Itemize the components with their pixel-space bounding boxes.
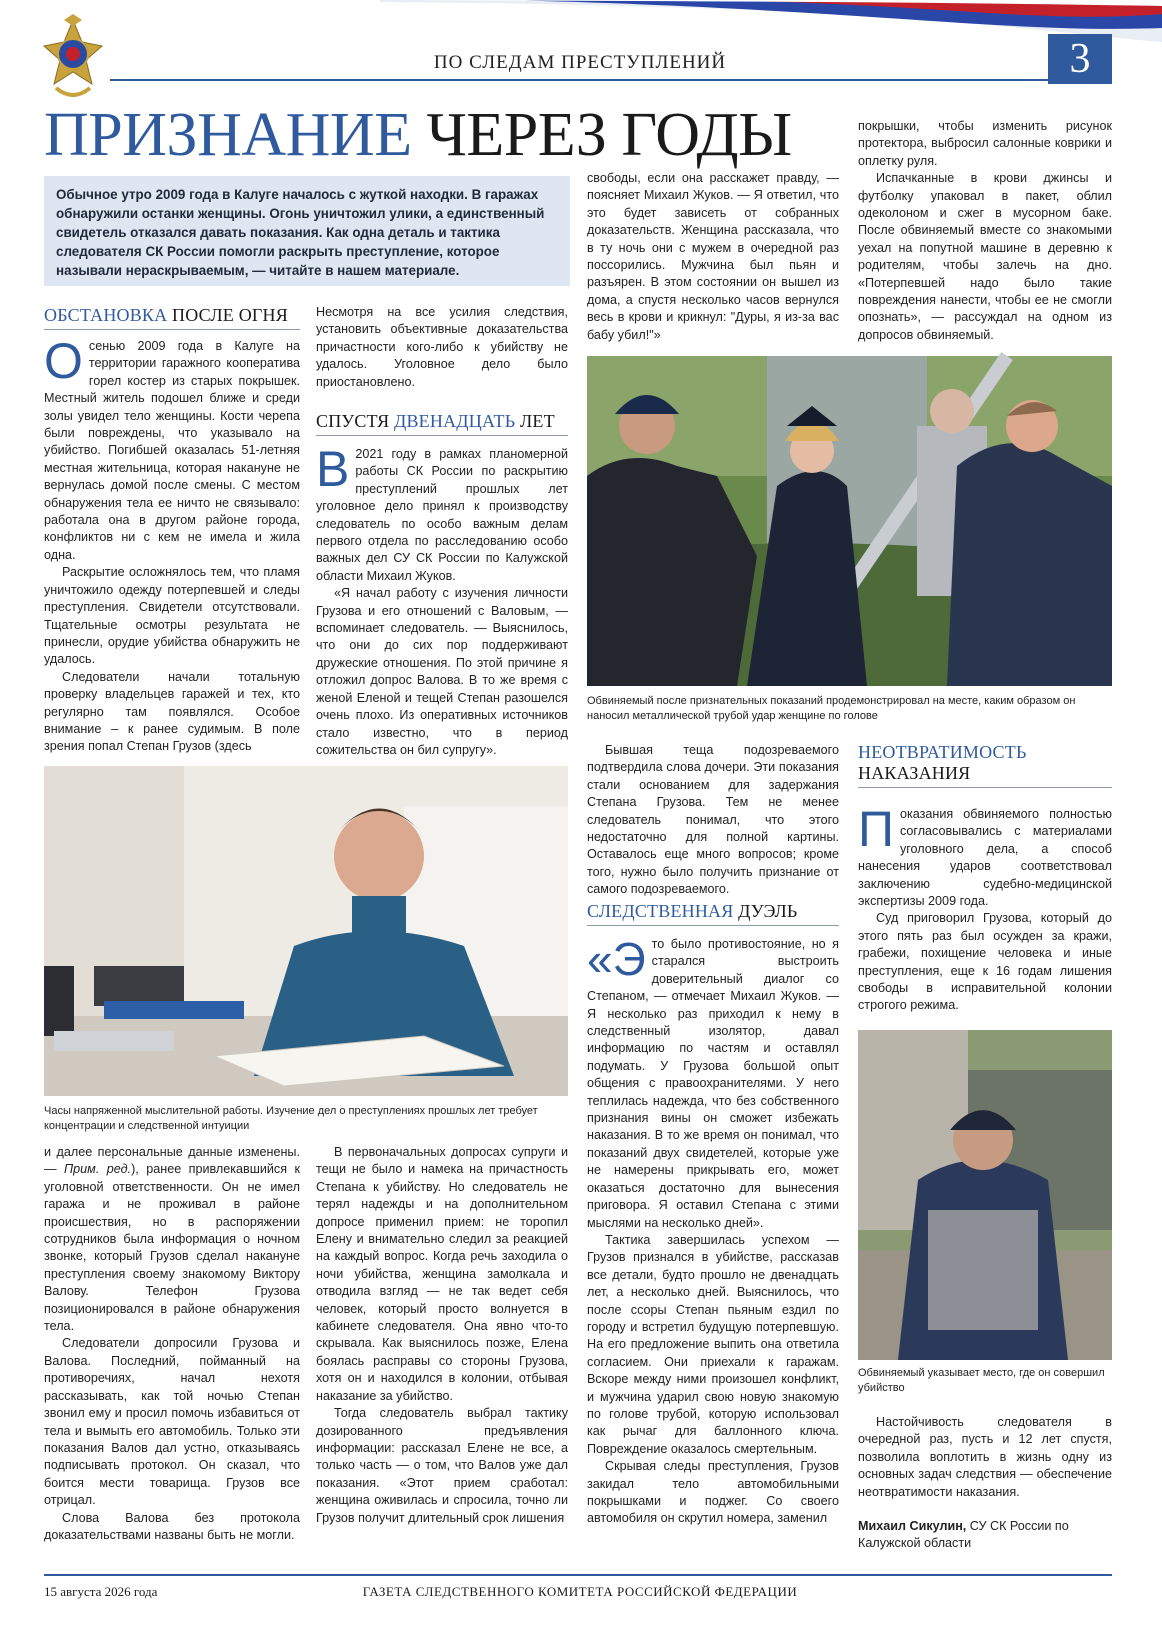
paragraph: Суд приговорил Грузова, который до этого пять раз был осужден за кражи, грабежи, похищение человека и иные преступления, еще к 16 годам лишения свободы в исправительной колонии строгого режима.: [858, 911, 1112, 1013]
paragraph: покрышки, чтобы изменить рисунок протектора, выбросил салонные коврики и оплетку руля.: [858, 119, 1112, 168]
author-org: СУ СК России по Калужской области: [858, 1519, 1069, 1551]
photo-investigator-at-desk: [44, 766, 568, 1096]
paragraph: Тактика завершилась успехом — Грузов признался в убийстве, рассказав все детали, будто прошло не двенадцать лет, а несколько дней. Выяснилось, что после ссоры Степан пьяным ездил по городу и встретил будущую потерпевшую. На его предложение выпить она ответила согласием. Они приехали к гаражам. Вскоре между ними произошел конфликт, и мужчина ударил свою новую знакомую по голове трубой, которую использовал как рычаг для баллонного ключа. Повреждение оказалось смертельным.: [587, 1232, 839, 1456]
section-header: ПО СЛЕДАМ ПРЕСТУПЛЕНИЙ: [110, 49, 1050, 81]
paragraph: свободы, если она расскажет правду, — поясняет Михаил Жуков. — Я ответил, что это будет зависеть от собранных доказательств. Женщина рассказала, что в ту ночь они с мужем в очередной раз поссорились. Мужчина был пьян и разъярен. В этом состоянии он вышел из дома, а спустя несколько часов вернулся весь в крови и крикнул: "Дуры, я из-за вас бабу убил!"»: [587, 171, 839, 342]
column-2-bottom-text: [316, 1144, 568, 1558]
paragraph: Несмотря на все усилия следствия, установить объективные доказательства причастности кого-либо к убийству не удалось. Уголовное дело было приостановлено.: [316, 305, 568, 389]
heading-rest: НАКАЗАНИЯ: [858, 763, 971, 783]
heading-accent: ДВЕНАДЦАТЬ: [393, 411, 516, 431]
heading-accent: ОБСТАНОВКА: [44, 305, 168, 325]
drop-cap: «Э: [587, 933, 646, 985]
column-1-bottom-text: [44, 1144, 300, 1558]
lead-box: Обычное утро 2009 года в Калуге началось с жуткой находки. В гаражах обнаружили останки женщины. Огонь уничтожил улики, а единственный свидетель отказался давать показания. Как одна деталь и тактика следователя СК России помогли раскрыть преступление, которое называли нераскрываемым, — читайте в нашем материале.: [44, 176, 570, 286]
paragraph: 2021 году в рамках планомерной работы СК России по раскрытию преступлений прошлых лет уголовное дело принял к производству следователь по особо важным делам первого отдела по расследованию особо важных дел СУ СК России по Калужской области Михаил Жуков.: [316, 447, 568, 583]
paragraph: Следователи допросили Грузова и Валова. Последний, пойманный на противоречиях, начал нехотя рассказывать, как той ночью Степан звонил ему и просил помочь избавиться от тела и вымыть его автомобиль. Только эти показания Валов дал устно, отказываясь подписывать протокол. Он сказал, что боится мести товарища. Грузов все отрицал.: [44, 1336, 300, 1508]
section-2-heading: [316, 410, 568, 436]
section-3-heading: [587, 900, 839, 926]
drop-cap: П: [858, 801, 894, 857]
section-1-text: [44, 333, 300, 754]
drop-cap: О: [44, 333, 83, 389]
photo-suspect-demonstration: [587, 356, 1112, 686]
drop-cap: В: [316, 441, 350, 497]
column-3-top-text: [587, 170, 839, 346]
title-part-1: ПРИЗНАНИЕ: [44, 101, 412, 169]
section-1-heading: [44, 304, 300, 330]
column-2-top-text: [316, 304, 568, 394]
author-name: Михаил Сикулин,: [858, 1519, 967, 1533]
title-part-2: ЧЕРЕЗ ГОДЫ: [426, 101, 792, 169]
sk-emblem-icon: [42, 14, 104, 102]
paragraph-end: ), ранее привлекавшийся к уголовной ответственности. Он не имел гаража и не проживал в районе происшествия, но в распоряжении сотрудников была информация о ночном звонке, который Грузов сделал накануне преступления своему знакомому Виктору Валову. Телефон Грузова позиционировался в районе обнаружения тела.: [44, 1162, 300, 1334]
section-2-text: [316, 441, 568, 757]
photo-1-caption: Обвиняемый после признательных показаний продемонстрировал на месте, каким образом он наносил металлической трубой удар женщине по голове: [587, 695, 1076, 722]
column-3-middle-text: [587, 742, 839, 897]
page-number: 3: [1048, 34, 1112, 84]
editor-note: Прим. ред.: [64, 1162, 132, 1177]
paragraph: Раскрытие осложнялось тем, что пламя уничтожило одежду потерпевшей и следы преступления. Свидетели отсутствовали. Тщательные осмотры результата не принесли, орудие убийства обнаружить не удалось.: [44, 565, 300, 667]
paragraph: В первоначальных допросах супруги и тещи не было и намека на причастность Степана к убийству. Но следователь не терял надежды и на дополнительном допросе применил прием: не торопил Елену и внимательно следил за реакцией на каждый вопрос. Когда речь заходила о ночи убийства, женщина замолкала и отводила взгляд — не так ведет себя человек, который просто волнуется в кабинете следователя. Она явно что-то скрывала. Как выяснилось позже, Елена боялась расправы со стороны Грузова, хотя он и находился в колонии, отбывая наказание за убийство.: [316, 1145, 568, 1403]
paragraph: Тогда следователь выбрал тактику дозированного предъявления информации: рассказал Елене не все, а только часть — о том, что Валов уже дал показания. «Этот прием сработал: женщина оживилась и спросила, точно ли Грузов получит длительный срок лишения: [316, 1406, 568, 1525]
flag-banner: [380, 0, 1162, 56]
photo-2-caption: Часы напряженной мыслительной работы. Изучение дел о преступлениях прошлых лет требует концентрации и следственной интуиции: [44, 1105, 538, 1132]
paragraph: сенью 2009 года в Калуге на территории гаражного кооператива горел костер из старых покрышек. Местный житель подошел ближе и среди золы увидел тело женщины. Кости черепа были повреждены, что указывало на убийство. Погибшей оказалась 51-летняя местная жительница, которая накануне не вернулась домой после смены. С местом обнаружения тела ее ничто не связывало: работала она в другом районе города, конфликтов ни с кем не имела и жила одна.: [44, 339, 300, 562]
paragraph: «Я начал работу с изучения личности Грузова и его отношений с Валовым, — вспоминает следователь. — Выяснилось, что они до сих пор поддерживают дружеские отношения. По этой причине я отложил допрос Валова. В то же время с женой Еленой и тещей Степан разошелся очень плохо. Из оперативных источников стало известно, что в период сожительства он бил супругу».: [316, 586, 568, 757]
section-3-text: [587, 933, 839, 1558]
heading-accent: СЛЕДСТВЕННАЯ: [587, 901, 734, 921]
paragraph: Настойчивость следователя в очередной раз, пусть и 12 лет спустя, позволила воплотить в жизнь одну из основных задач следствия — обеспечение неотвратимости наказания.: [858, 1415, 1112, 1499]
section-4-heading: [858, 742, 1112, 788]
paragraph: Скрывая следы преступления, Грузов закидал тело автомобильными покрышками и поджег. Со своего автомобиля он скрутил номера, заменил: [587, 1459, 839, 1526]
newspaper-name: ГАЗЕТА СЛЕДСТВЕННОГО КОМИТЕТА РОССИЙСКОЙ ФЕДЕРАЦИИ: [362, 1584, 798, 1599]
article-title: [44, 100, 844, 172]
column-4-bottom-text: [858, 1414, 1112, 1504]
heading-rest: ДУЭЛЬ: [733, 901, 798, 921]
paragraph: Слова Валова без протокола доказательствами названы быть не могли.: [44, 1510, 300, 1542]
paragraph: то было противостояние, но я старался выстроить доверительный диалог со Степаном, — отмечает Михаил Жуков. — Я несколько раз приходил к нему в следственный изолятор, давал информацию по частям и оставлял подумать. У Грузова большой опыт общения с правоохранителями. У него теплилась надежда, что без собственного признания вины он сможет избежать наказания. В то же время он понимал, что показаний двух свидетелей, которые уже не намерены прикрывать его, может оказаться достаточно для вынесения приговора. Я оставил Степана с этими мыслями на несколько дней».: [587, 937, 839, 1230]
footer-rule: [44, 1574, 1112, 1576]
paragraph: оказания обвиняемого полностью согласовывались с материалами уголовного дела, а способ нанесения ударов соответствовал заключению судебно-медицинской экспертизы 2009 года.: [858, 807, 1112, 909]
author-signature: [858, 1518, 1112, 1558]
heading-accent: НЕОТВРАТИМОСТЬ: [858, 742, 1027, 762]
photo-3-caption: Обвиняемый указывает место, где он совершил убийство: [858, 1367, 1105, 1394]
paragraph-start: и далее персональные данные изменены. —: [44, 1145, 300, 1177]
heading-post: ЛЕТ: [515, 411, 555, 431]
paragraph: Бывшая теща подозреваемого подтвердила слова дочери. Эти показания стали основанием для задержания Степана Грузова. Тем не менее следователь понимал, что этого недостаточно для полной картины. Оставалось еще много вопросов; кроме того, нужно было получить признание от самого подозреваемого.: [587, 743, 839, 897]
photo-suspect-pointing: [858, 1030, 1112, 1360]
heading-pre: СПУСТЯ: [316, 411, 394, 431]
paragraph: Следователи начали тотальную проверку владельцев гаражей и тех, кто регулярно там появлялся. Особое внимание – к ранее судимым. В поле зрения попал Степан Грузов (здесь: [44, 669, 300, 754]
section-4-text: [858, 801, 1112, 1018]
heading-rest: ПОСЛЕ ОГНЯ: [167, 305, 288, 325]
column-4-top-text: [858, 118, 1112, 350]
issue-date: 15 августа 2026 года: [44, 1584, 158, 1599]
paragraph: Испачканные в крови джинсы и футболку упаковал в пакет, облил одеколоном и сжег в мусорном баке. После обвиняемый вместе со знакомыми уехал на попутной машине в деревню к родителям, чтобы залечь на дно. «Потерпевшей надо было такие повреждения нанести, чтобы ее не смогли опознать», — рассуждал на одном из допросов обвиняемый.: [858, 171, 1112, 342]
